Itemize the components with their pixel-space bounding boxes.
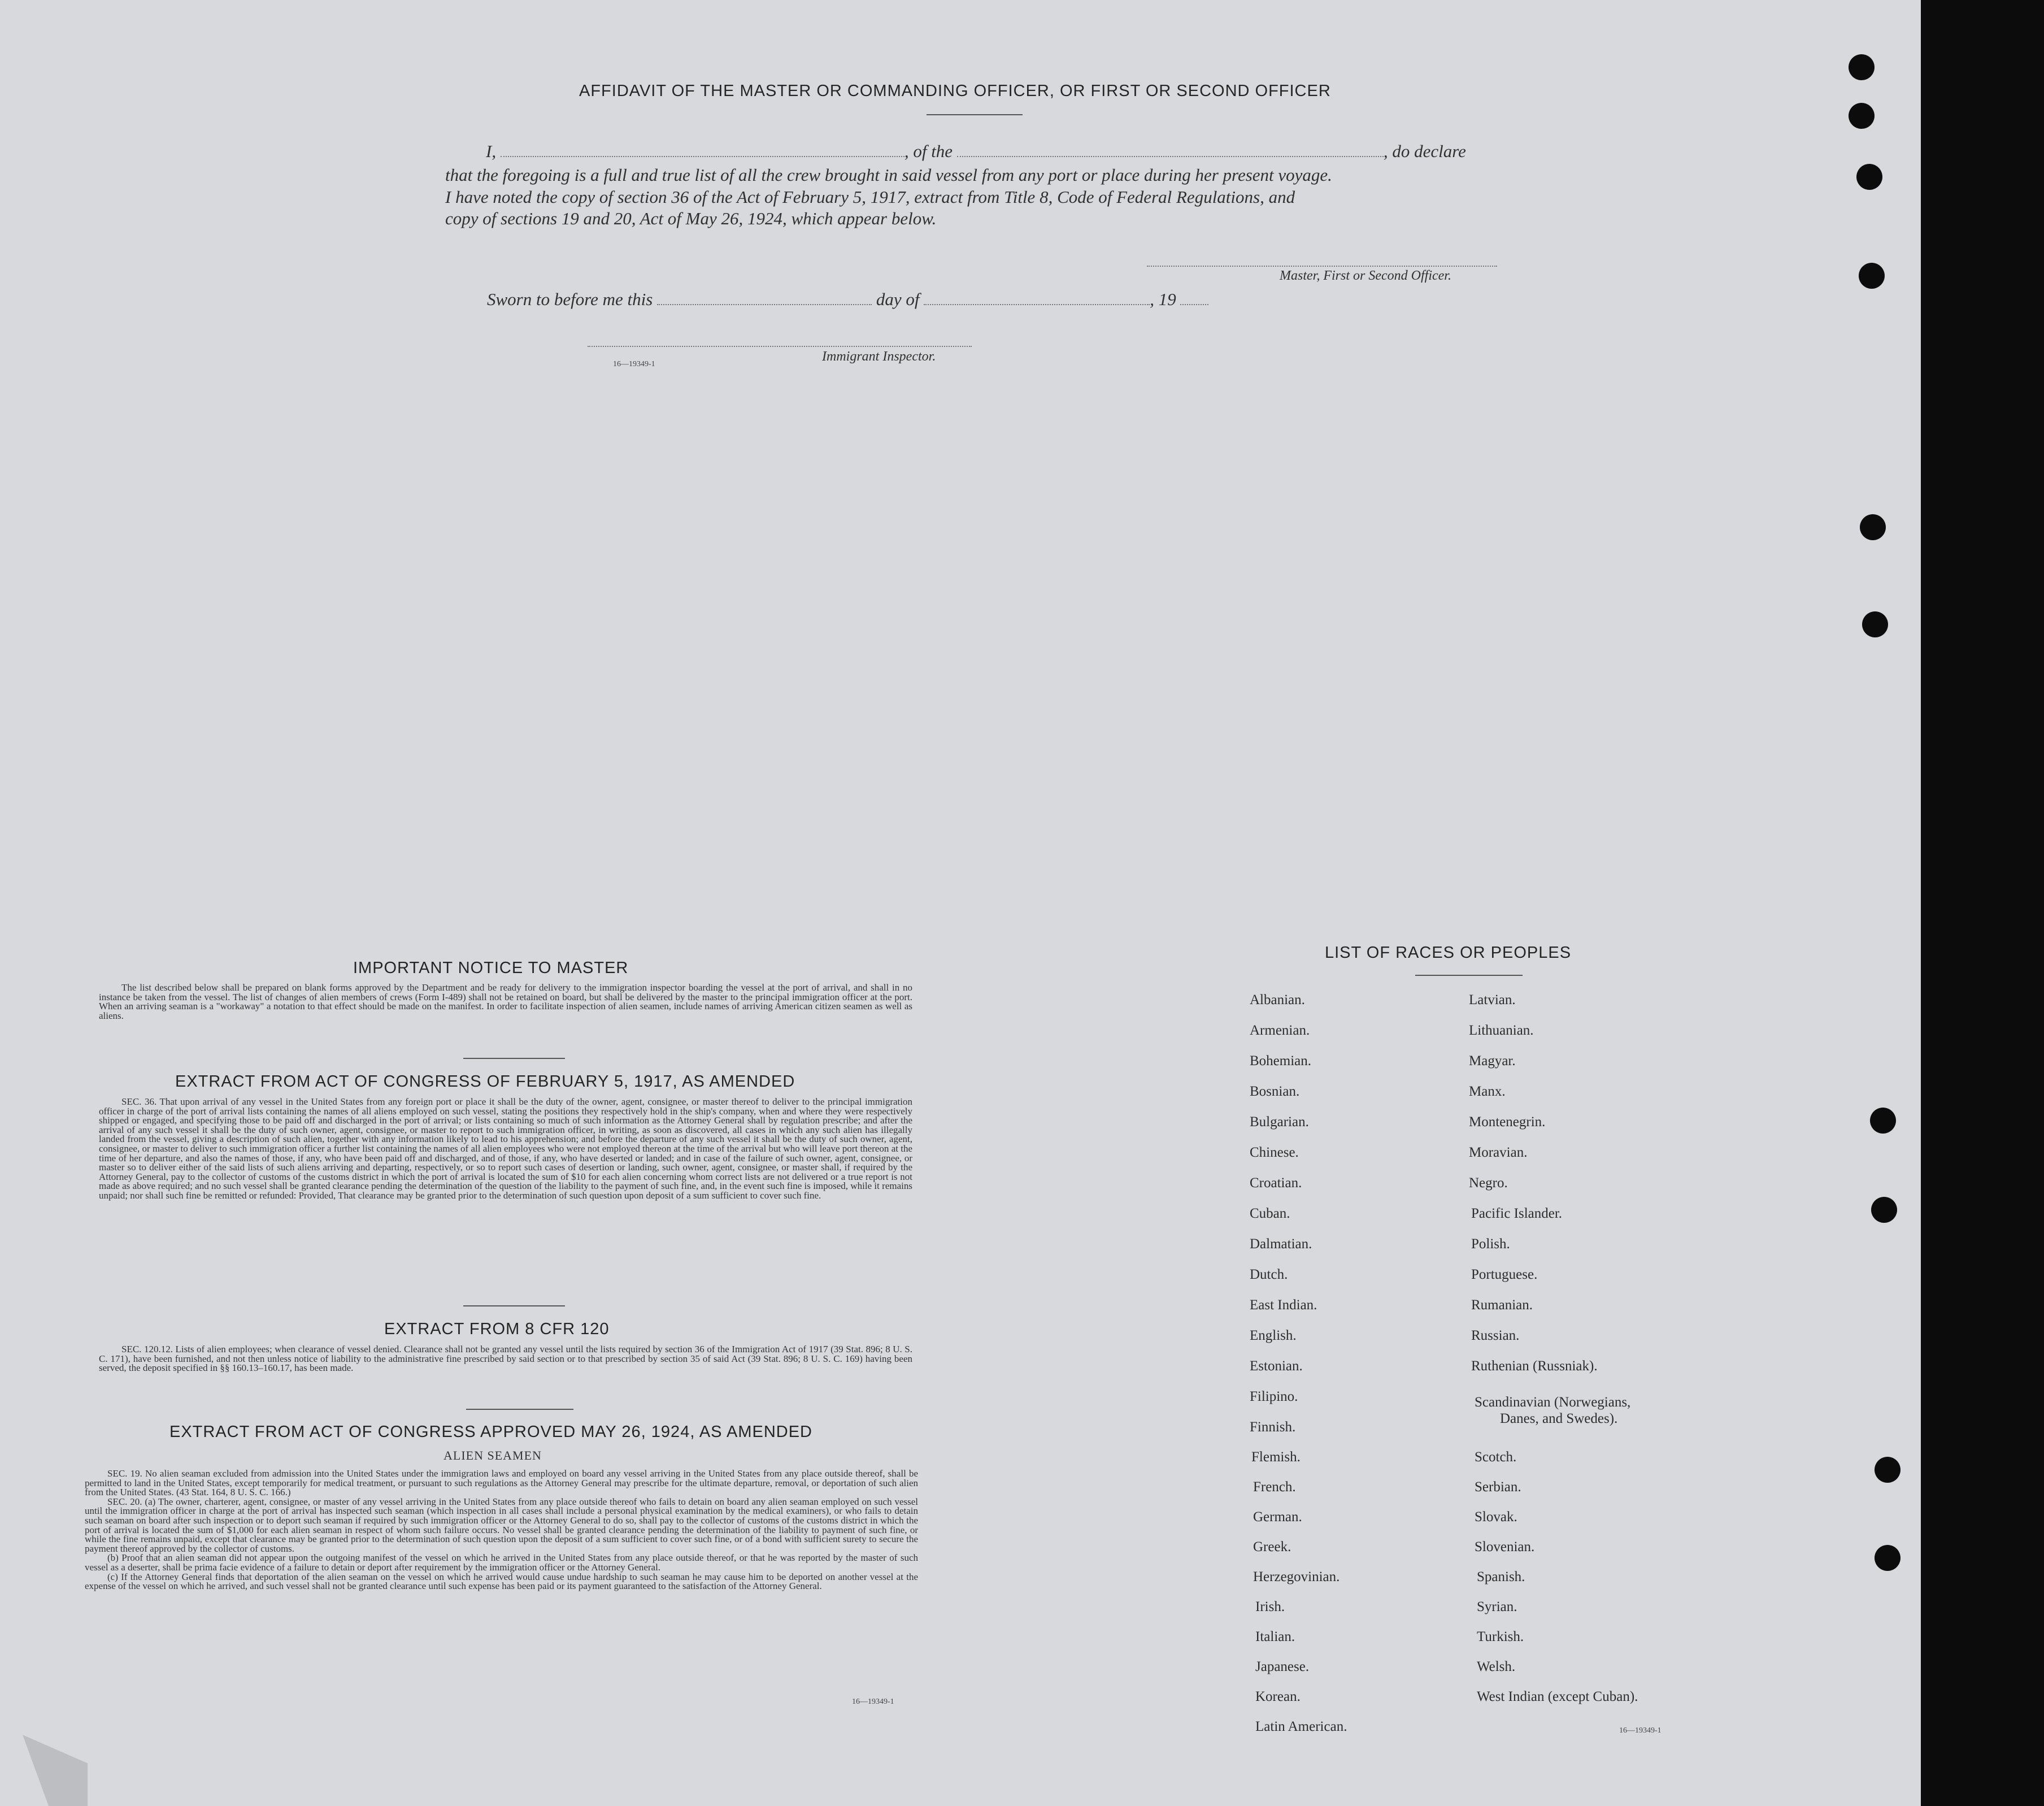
affidavit-declare: , do declare bbox=[1383, 141, 1466, 161]
race-item: Pacific Islander. bbox=[1471, 1206, 1563, 1221]
extract-form-number: 16—19349-1 bbox=[852, 1698, 894, 1706]
race-item: Bohemian. bbox=[1250, 1053, 1312, 1069]
race-item: Polish. bbox=[1471, 1236, 1510, 1252]
race-item: Lithuanian. bbox=[1469, 1023, 1534, 1038]
name-blank[interactable] bbox=[501, 156, 904, 157]
race-item: Ruthenian (Russniak). bbox=[1471, 1358, 1598, 1374]
alien-seamen-subtitle: ALIEN SEAMEN bbox=[443, 1448, 542, 1462]
race-item: Finnish. bbox=[1250, 1419, 1296, 1435]
punch-hole bbox=[1849, 54, 1875, 80]
punch-hole bbox=[1871, 1197, 1897, 1223]
sworn-year: , 19 bbox=[1150, 289, 1176, 309]
extract-1924-title: EXTRACT FROM ACT OF CONGRESS APPROVED MAY 26, 1924, AS AMENDED bbox=[169, 1423, 812, 1441]
race-item: Latvian. bbox=[1469, 992, 1516, 1008]
affidavit-form-number: 16—19349-1 bbox=[613, 360, 655, 368]
affidavit-body-2: I have noted the copy of section 36 of the Act of February 5, 1917, extract from Title 8, Code of Federal Regulations, and bbox=[445, 187, 1295, 207]
notice-paragraph: The list described below shall be prepared on blank forms approved by the Department and be ready for delivery to the immigration inspector boarding the vessel at the port of arrival, and shall in no instance be taken from the vessel. The list of changes of alien members of crews (Form I-489) shall not be retained on board, but shall be delivered by the master to the principal immigration officer at the port. When an arriving seaman is a "workaway" a notation to that effect should be made on the manifest. In order to facilitate inspection of alien seamen, include names of arriving American citizen seamen as well as aliens. bbox=[99, 983, 912, 1021]
race-item: Syrian. bbox=[1477, 1599, 1517, 1614]
section-19: SEC. 19. No alien seaman excluded from admission into the United States under the immigration laws and employed on board any vessel arriving in the United States from any place outside thereof, shall be permitted to land in the United States, except temporarily for medical treatment, or pursuant to such regulations as the Attorney General may prescribe for the ultimate departure, removal, or deportation of such alien from the United States. (43 Stat. 164, 8 U. S. C. 166.) bbox=[85, 1469, 918, 1498]
vessel-blank[interactable] bbox=[957, 156, 1384, 157]
punch-hole bbox=[1859, 263, 1885, 289]
race-item: Korean. bbox=[1255, 1689, 1301, 1704]
divider bbox=[463, 1305, 565, 1306]
punch-hole bbox=[1870, 1108, 1896, 1134]
race-item: Estonian. bbox=[1250, 1358, 1303, 1374]
race-item: English. bbox=[1250, 1328, 1297, 1343]
punch-hole bbox=[1875, 1545, 1901, 1571]
races-divider bbox=[1415, 975, 1523, 976]
race-item: East Indian. bbox=[1250, 1297, 1317, 1313]
extract-1917-text bbox=[99, 1097, 912, 1290]
race-item: Welsh. bbox=[1477, 1659, 1516, 1674]
sworn-day-of: day of bbox=[876, 289, 920, 309]
race-item: Slovenian. bbox=[1475, 1539, 1535, 1555]
inspector-label: Immigrant Inspector. bbox=[822, 349, 936, 364]
notice-title: IMPORTANT NOTICE TO MASTER bbox=[353, 959, 629, 977]
punch-hole bbox=[1849, 103, 1875, 129]
race-item: Croatian. bbox=[1250, 1175, 1302, 1191]
section-20a: SEC. 20. (a) The owner, charterer, agent, consignee, or master of any vessel arriving in the United States from any place outside thereof who fails to detain on board any alien seaman employed on such vessel until the immigration officer in charge at the port of arrival has inspected such seaman (which inspection in all cases shall include a personal physical examination by the medical examiners), or who fails to detain such seaman on board after such inspection or to deport such seaman if required by such immigration officer or the Attorney General to do so, shall pay to the collector of customs of the customs district in which the port of arrival is located the sum of $1,000 for each alien seaman in respect of whom such failure occurs. No vessel shall be granted clearance pending the determination of the liability to payment of such fine, or while the fine remains unpaid, except that clearance may be granted prior to the determination of such question upon the deposit of a sum sufficient to cover such fine, or of a bond with sufficient surety to secure the payment thereof approved by the collector of customs. bbox=[85, 1496, 918, 1554]
affidavit-of-the: , of the bbox=[904, 141, 953, 161]
sworn-month-blank[interactable] bbox=[924, 304, 1150, 305]
race-item: Italian. bbox=[1255, 1629, 1295, 1644]
race-item: French. bbox=[1253, 1479, 1296, 1495]
race-item: Filipino. bbox=[1250, 1389, 1298, 1404]
sworn-year-blank[interactable] bbox=[1180, 304, 1208, 305]
affidavit-body-1: that the foregoing is a full and true list of all the crew brought in said vessel from any port or place during her present voyage. bbox=[445, 165, 1332, 185]
race-item: Cuban. bbox=[1250, 1206, 1290, 1221]
divider bbox=[466, 1409, 573, 1410]
officer-signature-blank[interactable] bbox=[1147, 266, 1497, 267]
sworn-line bbox=[487, 289, 1208, 310]
race-item: Scotch. bbox=[1475, 1449, 1517, 1465]
extract-1924-text bbox=[85, 1469, 918, 1694]
extract-cfr-paragraph: SEC. 120.12. Lists of alien employees; when clearance of vessel denied. Clearance shall not be granted any vessel until the lists required by section 36 of the Immigration Act of 1917 (39 Stat. 896; 8 U. S. C. 171), have been furnished, and not then unless notice of liability to the administrative fine prescribed by said section or to that prescribed by section 35 of said Act (39 Stat. 896; 8 U. S. C. 169) having been served, the deposit specified in §§ 160.13–160.17, has been made. bbox=[99, 1345, 912, 1374]
inspector-signature-blank[interactable] bbox=[588, 346, 972, 347]
race-item: West Indian (except Cuban). bbox=[1477, 1689, 1638, 1704]
section-20c: (c) If the Attorney General finds that deportation of the alien seaman on the vessel on which he arrived would cause undue hardship to such seaman he may cause him to be deported on another vessel at the expense of the vessel on which he arrived, and such vessel shall not be granted clearance until such expense has been paid or its payment guaranteed to the satisfaction of the Attorney General. bbox=[85, 1571, 918, 1592]
punch-hole bbox=[1860, 514, 1886, 540]
punch-hole bbox=[1862, 611, 1888, 637]
extract-cfr-text bbox=[99, 1345, 912, 1384]
race-item: Latin American. bbox=[1255, 1719, 1347, 1734]
race-item: Turkish. bbox=[1477, 1629, 1524, 1644]
folded-corner bbox=[23, 1735, 88, 1806]
extract-1917-paragraph: SEC. 36. That upon arrival of any vessel in the United States from any foreign port or place it shall be the duty of the owner, agent, consignee, or master thereof to deliver to the principal immigration officer in charge of the port of arrival lists containing the names of all aliens employed on such vessel, stating the positions they respectively hold in the ship's company, when and where they were respectively shipped or engaged, and specifying those to be paid off and discharged in the port of arrival; or lists containing so much of such information as the Attorney General shall by regulation prescribe; and after the arrival of any such vessel it shall be the duty of such owner, agent, consignee, or master to report to such immigration officer, in writing, as soon as discovered, all cases in which any such alien has illegally landed from the vessel, giving a description of such alien, together with any information likely to lead to his apprehension; and before the departure of any such vessel it shall be the duty of such owner, agent, consignee, or master to deliver to such immigration officer a further list containing the names of all alien employees who were not employed thereon at the time of the arrival but who will leave port thereon at the time of her departure, and also the names of those, if any, who have been paid off and discharged, and of those, if any, who have deserted or landed; and in case of the failure of such owner, agent, consignee, or master so to deliver either of the said lists of such aliens arriving and departing, respectively, or so to report such cases of desertion or landing, such owner, agent, consignee, or master shall, if required by the Attorney General, pay to the collector of customs of the customs district in which the port of arrival is located the sum of $10 for each alien concerning whom correct lists are not delivered or a true report is not made as above required; and no such vessel shall be granted clearance pending the determination of the question of the liability to the payment of such fine, and, in the event such fine is imposed, while it remains unpaid; nor shall such fine be remitted or refunded: Provided, That clearance may be granted prior to the determination of such question upon deposit of a sum sufficient to cover such fine. bbox=[99, 1097, 912, 1201]
race-item: Scandinavian (Norwegians, bbox=[1475, 1395, 1631, 1410]
races-title: LIST OF RACES OR PEOPLES bbox=[1325, 944, 1572, 962]
race-item: Flemish. bbox=[1251, 1449, 1301, 1465]
sworn-day-blank[interactable] bbox=[657, 304, 872, 305]
race-item: Portuguese. bbox=[1471, 1267, 1538, 1282]
race-item: Bulgarian. bbox=[1250, 1114, 1309, 1130]
race-item: Russian. bbox=[1471, 1328, 1520, 1343]
race-item: Japanese. bbox=[1255, 1659, 1310, 1674]
race-item: Herzegovinian. bbox=[1253, 1569, 1340, 1584]
affidavit-declaration-line bbox=[486, 141, 1466, 162]
section-20b: (b) Proof that an alien seaman did not appear upon the outgoing manifest of the vessel on which he arrived in the United States from any place outside thereof, or that he was reported by the master of such vessel as a deserter, shall be prima facie evidence of a failure to detain or deport after requirement by the immigration officer or the Attorney General. bbox=[85, 1552, 918, 1573]
race-item: German. bbox=[1253, 1509, 1302, 1525]
officer-label: Master, First or Second Officer. bbox=[1280, 268, 1451, 283]
races-form-number: 16—19349-1 bbox=[1619, 1726, 1662, 1735]
notice-text bbox=[99, 983, 912, 1044]
title-divider bbox=[927, 114, 1023, 115]
race-item: Danes, and Swedes). bbox=[1500, 1411, 1618, 1426]
affidavit-body-3: copy of sections 19 and 20, Act of May 26, 1924, which appear below. bbox=[445, 209, 937, 228]
race-item: Dalmatian. bbox=[1250, 1236, 1312, 1252]
race-item: Slovak. bbox=[1475, 1509, 1517, 1525]
race-item: Dutch. bbox=[1250, 1267, 1288, 1282]
extract-1917-title: EXTRACT FROM ACT OF CONGRESS OF FEBRUARY 5, 1917, AS AMENDED bbox=[175, 1073, 795, 1091]
race-item: Negro. bbox=[1469, 1175, 1508, 1191]
punch-hole bbox=[1856, 164, 1882, 190]
race-item: Greek. bbox=[1253, 1539, 1291, 1555]
affidavit-i: I, bbox=[486, 141, 497, 161]
race-item: Rumanian. bbox=[1471, 1297, 1533, 1313]
extract-cfr-title: EXTRACT FROM 8 CFR 120 bbox=[384, 1320, 610, 1338]
race-item: Irish. bbox=[1255, 1599, 1285, 1614]
race-item: Chinese. bbox=[1250, 1145, 1299, 1160]
race-item: Albanian. bbox=[1250, 992, 1305, 1008]
race-item: Spanish. bbox=[1477, 1569, 1525, 1584]
race-item: Serbian. bbox=[1475, 1479, 1521, 1495]
divider bbox=[463, 1058, 565, 1059]
race-item: Magyar. bbox=[1469, 1053, 1516, 1069]
race-item: Manx. bbox=[1469, 1084, 1506, 1099]
race-item: Bosnian. bbox=[1250, 1084, 1300, 1099]
punch-hole bbox=[1875, 1457, 1901, 1483]
race-item: Montenegrin. bbox=[1469, 1114, 1546, 1130]
race-item: Armenian. bbox=[1250, 1023, 1310, 1038]
race-item: Moravian. bbox=[1469, 1145, 1528, 1160]
affidavit-title: AFFIDAVIT OF THE MASTER OR COMMANDING OFFICER, OR FIRST OR SECOND OFFICER bbox=[579, 82, 1331, 100]
sworn-text: Sworn to before me this bbox=[487, 289, 653, 309]
